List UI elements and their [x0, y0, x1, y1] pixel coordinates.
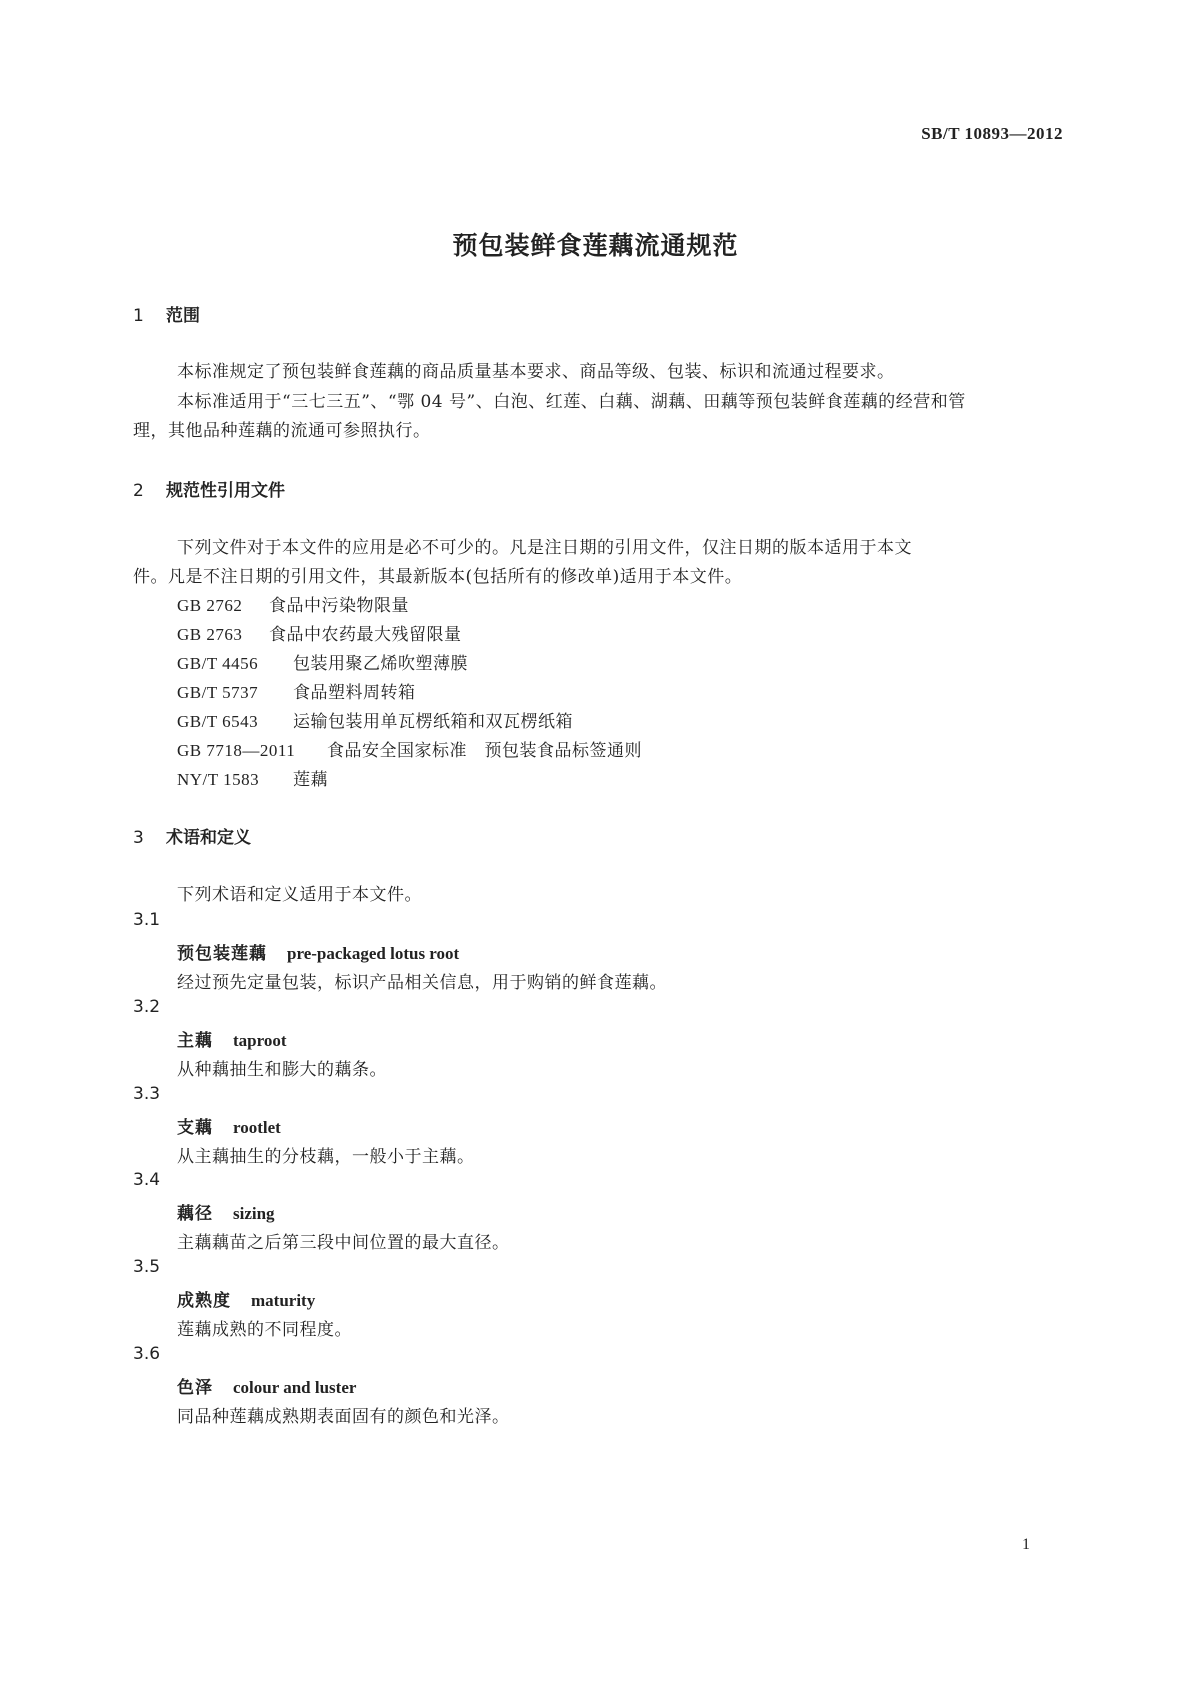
reference-code: GB/T 6543	[177, 712, 259, 731]
term-number: 3.4	[133, 1170, 161, 1190]
term-en: colour and luster	[233, 1378, 357, 1397]
section-title: 范围	[166, 306, 200, 326]
term-definition: 从主藕抽生的分枝藕，一般小于主藕。	[177, 1147, 475, 1167]
reference-code: GB/T 4456	[177, 654, 259, 673]
refs-intro-line-2: 件。凡是不注日期的引用文件，其最新版本(包括所有的修改单)适用于本文件。	[133, 567, 743, 587]
term-definition: 同品种莲藕成熟期表面固有的颜色和光泽。	[177, 1407, 510, 1427]
reference-code: GB 7718—2011	[177, 741, 296, 760]
term-number: 3.6	[133, 1344, 161, 1364]
term-en: pre-packaged lotus root	[287, 944, 460, 963]
term-definition: 主藕藕苗之后第三段中间位置的最大直径。	[177, 1233, 510, 1253]
term-definition: 从种藕抽生和膨大的藕条。	[177, 1060, 387, 1080]
term-heading	[177, 1199, 275, 1224]
reference-name: 莲藕	[293, 770, 328, 790]
scope-paragraph-2-line-1: 本标准适用于“三七三五”、“鄂 04 号”、白泡、红莲、白藕、湖藕、田藕等预包装鲜食莲藕的经营和管	[177, 392, 966, 412]
term-en: rootlet	[233, 1118, 281, 1137]
page-number: 1	[1022, 1536, 1030, 1553]
term-zh: 成熟度	[177, 1291, 231, 1311]
reference-name: 食品中污染物限量	[269, 596, 409, 616]
section-heading-normative-references	[133, 476, 285, 501]
term-number: 3.3	[133, 1084, 161, 1104]
term-zh: 藕径	[177, 1204, 213, 1224]
term-definition: 经过预先定量包装，标识产品相关信息，用于购销的鲜食莲藕。	[177, 973, 667, 993]
reference-item	[177, 707, 573, 732]
section-number: 3	[133, 828, 144, 848]
term-number: 3.1	[133, 910, 161, 930]
reference-item	[177, 678, 416, 703]
reference-code: GB 2762	[177, 596, 243, 615]
terms-intro: 下列术语和定义适用于本文件。	[177, 885, 422, 905]
section-number: 2	[133, 481, 144, 501]
standard-code: SB/T 10893—2012	[921, 124, 1063, 143]
section-title: 术语和定义	[166, 828, 251, 848]
reference-item	[177, 620, 462, 645]
section-number: 1	[133, 306, 144, 326]
reference-item	[177, 765, 328, 790]
term-en: maturity	[251, 1291, 316, 1310]
reference-name: 包装用聚乙烯吹塑薄膜	[293, 654, 468, 674]
term-en: sizing	[233, 1204, 275, 1223]
reference-name: 食品中农药最大残留限量	[269, 625, 462, 645]
reference-item	[177, 736, 642, 761]
term-number: 3.5	[133, 1257, 161, 1277]
term-zh: 预包装莲藕	[177, 944, 267, 964]
term-zh: 支藕	[177, 1118, 213, 1138]
scope-paragraph-2-line-2: 理，其他品种莲藕的流通可参照执行。	[133, 421, 431, 441]
term-heading	[177, 939, 459, 964]
reference-item	[177, 649, 468, 674]
scope-paragraph-1: 本标准规定了预包装鲜食莲藕的商品质量基本要求、商品等级、包装、标识和流通过程要求。	[177, 362, 895, 382]
term-heading	[177, 1113, 281, 1138]
reference-code: NY/T 1583	[177, 770, 260, 789]
section-title: 规范性引用文件	[166, 481, 285, 501]
reference-name: 食品安全国家标准 预包装食品标签通则	[327, 741, 642, 761]
reference-item	[177, 591, 409, 616]
reference-code: GB 2763	[177, 625, 243, 644]
term-heading	[177, 1026, 287, 1051]
reference-name: 运输包装用单瓦楞纸箱和双瓦楞纸箱	[293, 712, 573, 732]
section-heading-scope	[133, 301, 200, 326]
term-zh: 主藕	[177, 1031, 213, 1051]
term-heading	[177, 1286, 315, 1311]
reference-code: GB/T 5737	[177, 683, 259, 702]
section-heading-terms-and-definitions	[133, 823, 251, 848]
term-zh: 色泽	[177, 1378, 213, 1398]
term-heading	[177, 1373, 356, 1398]
reference-name: 食品塑料周转箱	[293, 683, 416, 703]
refs-intro-line-1: 下列文件对于本文件的应用是必不可少的。凡是注日期的引用文件，仅注日期的版本适用于本文	[177, 538, 912, 558]
term-number: 3.2	[133, 997, 161, 1017]
document-title: 预包装鲜食莲藕流通规范	[452, 231, 739, 260]
term-definition: 莲藕成熟的不同程度。	[177, 1320, 352, 1340]
term-en: taproot	[233, 1031, 287, 1050]
